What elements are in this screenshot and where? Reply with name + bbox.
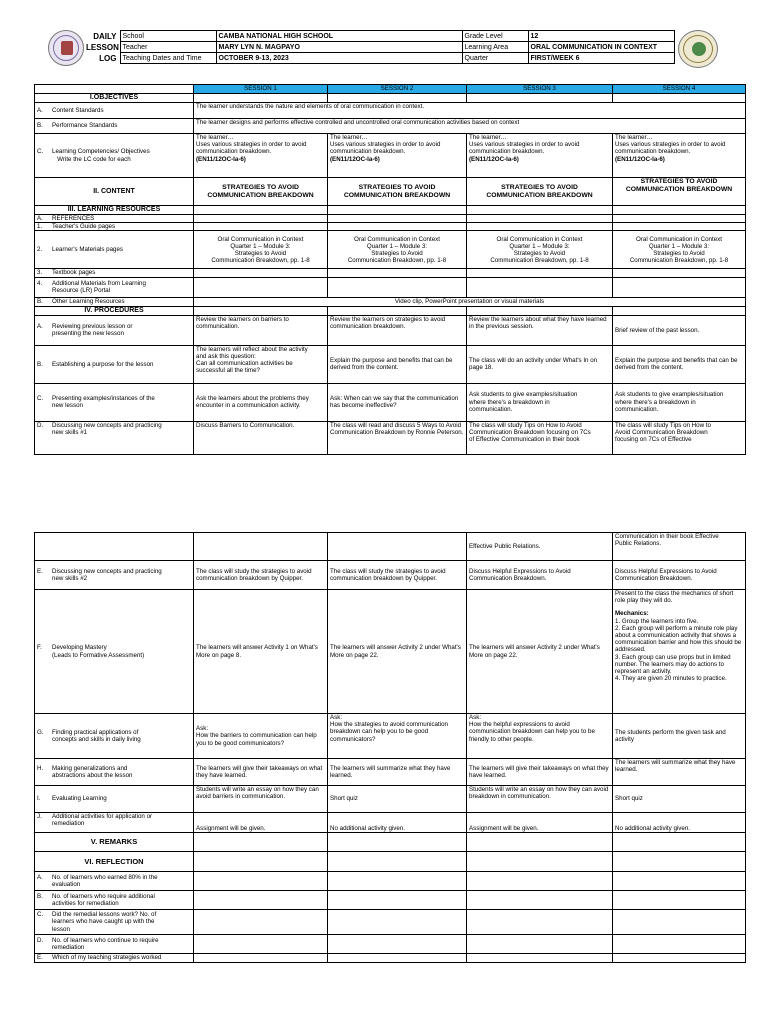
content-strategy-1: STRATEGIES TO AVOID COMMUNICATION BREAKDOWN	[194, 178, 328, 206]
procedure-i-session-1: Students will write an essay on how they can avoid barriers in communication.	[194, 786, 328, 813]
reflection-b-label: B. No. of learners who require additional activities for remediation	[35, 891, 194, 910]
procedure-h-label: H. Making generalizations and abstractions about the lesson	[35, 759, 194, 786]
content-standards-text: The learner understands the nature and elements of oral communication in context.	[194, 103, 746, 119]
reflection-c-label: C. Did the remedial lessons work? No. of learners who have caught up with the lesson	[35, 910, 194, 935]
quarter-value: FIRST/WEEK 6	[528, 53, 674, 64]
performance-standards-text: The learner designs and performs effective controlled and uncontrolled oral communication activities based on context	[194, 119, 746, 134]
procedure-i-label: I. Evaluating Learning	[35, 786, 194, 813]
procedure-h-session-4: The learners will summarize what they have learned.	[613, 759, 746, 786]
objectives-heading: I.OBJECTIVES	[35, 94, 194, 103]
procedure-i-session-3: Students will write an essay on how they can avoid breakdown in communication.	[467, 786, 613, 813]
procedure-c-session-4: Ask students to give examples/situation where there's a breakdown in communication.	[613, 383, 746, 421]
procedure-i-session-2: Short quiz	[328, 786, 467, 813]
procedure-a-label: A. Reviewing previous lesson or presenting the new lesson	[35, 315, 194, 345]
learners-materials-label: 2. Learner's Materials pages	[35, 231, 194, 269]
procedure-g-session-2: Ask: How the strategies to avoid communication breakdown can help you to be good communicators?	[328, 714, 467, 759]
procedure-g-session-1: Ask: How the barriers to communication can help you to be good communicators?	[194, 714, 328, 759]
procedure-f-session-2: The learners will answer Activity 2 under What's More on page 22.	[328, 590, 467, 714]
procedure-e-session-4: Discuss Helpful Expressions to Avoid Communication Breakdown.	[613, 561, 746, 590]
procedure-d-session-2: The class will read and discuss 5 Ways to Avoid Communication Breakdown by Ronnie Peterson.	[328, 421, 467, 454]
other-resources-label: B. Other Learning Resources	[35, 297, 194, 306]
procedure-b-session-1: The learners will reflect about the activity and ask this question: Can all communication activities be successful all the time?	[194, 345, 328, 383]
session-header: SESSION 2	[328, 85, 467, 94]
school-label: School	[120, 31, 216, 42]
competencies-label: C. Learning Competencies/ Objectives Write the LC code for each	[35, 134, 194, 178]
learning-area-label: Learning Area	[462, 42, 528, 53]
session-header: SESSION 4	[613, 85, 746, 94]
content-strategy-3: STRATEGIES TO AVOID COMMUNICATION BREAKDOWN	[467, 178, 613, 206]
teacher-label: Teacher	[120, 42, 216, 53]
procedure-f-session-3: The learners will answer Activity 2 under What's More on page 22.	[467, 590, 613, 714]
procedure-g-session-4: The students perform the given task and activity	[613, 714, 746, 759]
procedure-a-session-1: Review the learners on barriers to communication.	[194, 315, 328, 345]
learners-materials-session-4: Oral Communication in Context Quarter 1 – Module 3: Strategies to Avoid Communication Breakdown, pp. 1-8	[613, 231, 746, 269]
procedure-h-session-3: The learners will give their takeaways on what they have learned.	[467, 759, 613, 786]
reflection-heading: VI. REFLECTION	[35, 852, 194, 872]
procedure-f-label: F. Developing Mastery (Leads to Formative Assessment)	[35, 590, 194, 714]
learners-materials-session-2: Oral Communication in Context Quarter 1 – Module 3: Strategies to Avoid Communication Breakdown, pp. 1-8	[328, 231, 467, 269]
procedure-a-session-2: Review the learners on strategies to avoid communication breakdown.	[328, 315, 467, 345]
remarks-heading: V. REMARKS	[35, 833, 194, 852]
procedure-d-continued-session-3: Effective Public Relations.	[467, 533, 613, 561]
competency-session-2: The learner… Uses various strategies in order to avoid communication breakdown. (EN11/12OC-Ia-6)	[328, 134, 467, 178]
competency-session-4: The learner… Uses various strategies in order to avoid communication breakdown. (EN11/12OC-Ia-6)	[613, 134, 746, 178]
learners-materials-session-3: Oral Communication in Context Quarter 1 – Module 3: Strategies to Avoid Communication Breakdown, pp. 1-8	[467, 231, 613, 269]
textbook-label: 3. Textbook pages	[35, 269, 194, 277]
content-heading: II. CONTENT	[35, 178, 194, 206]
procedure-e-session-1: The class will study the strategies to avoid communication breakdown by Quipper.	[194, 561, 328, 590]
procedure-f-session-4: Present to the class the mechanics of short role play they will do. Mechanics: 1. Group the learners into five. 2. Each group will perform a minute role play about a communication activity that shows a communication barrier and how this should be addressed. 3. Each group can use props but in limited number. The learners may do actions to represent an activity. 4. They are given 20 minutes to practice.	[613, 590, 746, 714]
grade-level-value: 12	[528, 31, 674, 42]
teachers-guide-label: 1. Teacher's Guide pages	[35, 223, 194, 231]
learning-resources-heading: III. LEARNING RESOURCES	[35, 206, 194, 215]
procedure-c-session-2: Ask: When can we say that the communication has become ineffective?	[328, 383, 467, 421]
dates-label: Teaching Dates and Time	[120, 53, 216, 64]
deped-seal-icon	[48, 30, 84, 66]
header-info-table	[84, 30, 675, 64]
procedure-d-session-3: The class will study Tips on How to Avoid Communication Breakdown focusing on 7Cs of Effective Communication in their book	[467, 421, 613, 454]
dll-title-daily: DAILY	[93, 31, 117, 41]
procedure-a-session-3: Review the learners about what they have learned in the previous session.	[467, 315, 613, 345]
procedure-d-session-4: The class will study Tips on How to Avoid Communication Breakdown focusing on 7Cs of Effective	[613, 421, 746, 454]
reflection-a-label: A. No. of learners who earned 80% in the evaluation	[35, 872, 194, 891]
procedure-h-session-2: The learners will summarize what they have learned.	[328, 759, 467, 786]
competency-session-1: The learner… Uses various strategies in order to avoid communication breakdown. (EN11/12OC-Ia-6)	[194, 134, 328, 178]
other-resources-text: Video clip, PowerPoint presentation or visual materials	[194, 297, 746, 306]
dll-title-log: LOG	[99, 53, 117, 63]
school-value: CAMBA NATIONAL HIGH SCHOOL	[216, 31, 462, 42]
grade-level-label: Grade Level	[462, 31, 528, 42]
procedure-e-session-2: The class will study the strategies to avoid communication breakdown by Quipper.	[328, 561, 467, 590]
procedure-d-label: D. Discussing new concepts and practicing new skills #1	[35, 421, 194, 454]
dates-value: OCTOBER 9-13, 2023	[216, 53, 462, 64]
references-label: A. REFERENCES	[35, 215, 194, 223]
procedure-f-session-1: The learners will answer Activity 1 on What's More on page 8.	[194, 590, 328, 714]
learning-area-value: ORAL COMMUNICATION IN CONTEXT	[528, 42, 674, 53]
content-strategy-4: STRATEGIES TO AVOID COMMUNICATION BREAKDOWN	[613, 178, 746, 206]
procedure-g-session-3: Ask: How the helpful expressions to avoid communication breakdown can help you to be friendly to other people.	[467, 714, 613, 759]
reflection-e-label: E. Which of my teaching strategies worked	[35, 954, 194, 963]
procedure-c-label: C. Presenting examples/instances of the new lesson	[35, 383, 194, 421]
procedure-g-label: G. Finding practical applications of concepts and skills in daily living	[35, 714, 194, 759]
content-standards-label: A. Content Standards	[35, 103, 194, 119]
competency-session-3: The learner… Uses various strategies in order to avoid communication breakdown. (EN11/12OC-Ia-6)	[467, 134, 613, 178]
procedure-j-session-2: No additional activity given.	[328, 813, 467, 833]
session-header: SESSION 3	[467, 85, 613, 94]
dll-title-lesson: LESSON	[86, 42, 119, 52]
learners-materials-session-1: Oral Communication in Context Quarter 1 – Module 3: Strategies to Avoid Communication Breakdown, pp. 1-8	[194, 231, 328, 269]
procedure-b-label: B. Establishing a purpose for the lesson	[35, 345, 194, 383]
procedure-e-session-3: Discuss Helpful Expressions to Avoid Communication Breakdown.	[467, 561, 613, 590]
procedure-c-session-3: Ask students to give examples/situation where there's a breakdown in communication.	[467, 383, 613, 421]
procedure-j-label: J. Additional activities for application or remediation	[35, 813, 194, 833]
procedure-b-session-4: Explain the purpose and benefits that can be derived from the content.	[613, 345, 746, 383]
lesson-log-table-part2	[34, 532, 746, 963]
procedure-d-session-1: Discuss Barriers to Communication.	[194, 421, 328, 454]
procedure-i-session-4: Short quiz	[613, 786, 746, 813]
procedure-e-label: E. Discussing new concepts and practicing new skills #2	[35, 561, 194, 590]
procedure-j-session-3: Assignment will be given.	[467, 813, 613, 833]
procedure-b-session-3: The class will do an activity under What's In on page 18.	[467, 345, 613, 383]
procedure-c-session-1: Ask the learners about the problems they encounter in a communication activity.	[194, 383, 328, 421]
procedure-j-session-1: Assignment will be given.	[194, 813, 328, 833]
school-seal-icon	[678, 30, 718, 68]
procedure-b-session-2: Explain the purpose and benefits that can be derived from the content.	[328, 345, 467, 383]
lesson-log-table-part1	[34, 84, 746, 455]
additional-materials-label: 4. Additional Materials from Learning Resource (LR) Portal	[35, 277, 194, 297]
session-header: SESSION 1	[194, 85, 328, 94]
reflection-d-label: D. No. of learners who continue to require remediation	[35, 935, 194, 954]
procedure-d-continued-session-4: Communication in their book Effective Public Relations.	[613, 533, 746, 561]
quarter-label: Quarter	[462, 53, 528, 64]
performance-standards-label: B. Performance Standards	[35, 119, 194, 134]
procedure-h-session-1: The learners will give their takeaways on what they have learned.	[194, 759, 328, 786]
teacher-value: MARY LYN N. MAGPAYO	[216, 42, 462, 53]
procedure-a-session-4: Brief review of the past lesson.	[613, 315, 746, 345]
content-strategy-2: STRATEGIES TO AVOID COMMUNICATION BREAKDOWN	[328, 178, 467, 206]
procedure-j-session-4: No additional activity given.	[613, 813, 746, 833]
procedures-heading: IV. PROCEDURES	[35, 306, 194, 315]
